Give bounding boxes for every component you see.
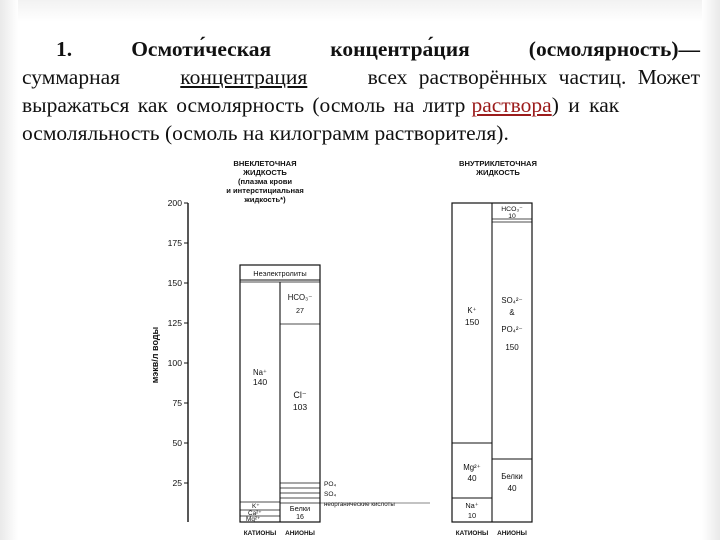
term-osmotic: Осмоти́ческая	[131, 37, 272, 61]
right-shade	[702, 0, 720, 540]
left-shade	[0, 0, 18, 540]
extra-hco3-value: 27	[296, 306, 304, 315]
left-title-line-3: (плазма крови	[237, 177, 293, 186]
line2-rest: всех растворённых частиц. Может	[367, 65, 700, 89]
intra-hco3-label: HCO₃⁻	[501, 206, 523, 213]
definition-paragraph	[22, 35, 700, 147]
line3-start: выражаться как осмолярность (осмоль на литр	[22, 93, 466, 117]
top-shade	[0, 0, 720, 22]
intra-cations-label: КАТИОНЫ	[455, 530, 489, 537]
term-osmolarity: (осмолярность)—	[528, 37, 700, 61]
extracellular-columns	[240, 265, 320, 522]
intra-hco3-value: 10	[508, 213, 516, 220]
left-title-line-1: ВНЕКЛЕТОЧНАЯ	[233, 159, 297, 168]
intra-mg-value: 40	[467, 474, 477, 483]
intracellular-labels	[456, 206, 527, 537]
y-tick-50: 50	[172, 438, 182, 448]
term-concentration: концентра́ция	[330, 37, 470, 61]
intra-k-label: K⁺	[467, 306, 477, 315]
osmolarity-diagram	[140, 150, 560, 540]
extra-proteins-label: Белки	[289, 504, 311, 513]
extra-acids-label: неорганические кислоты	[324, 501, 395, 508]
y-tick-75: 75	[172, 398, 182, 408]
paragraph-line-2	[22, 63, 700, 91]
intra-proteins-label: Белки	[501, 472, 523, 481]
extra-anions-label: АНИОНЫ	[285, 530, 315, 537]
item-number: 1.	[56, 37, 73, 61]
right-title-line-1: ВНУТРИКЛЕТОЧНАЯ	[459, 159, 537, 168]
nonelectrolytes-label: Неэлектролиты	[253, 269, 307, 278]
intra-amp: &	[509, 308, 515, 317]
extra-na-label: Na⁺	[252, 368, 268, 377]
intra-na-label: Na⁺	[465, 501, 479, 510]
intra-k-value: 150	[464, 317, 480, 327]
extra-cations-label: КАТИОНЫ	[243, 530, 277, 537]
y-tick-125: 125	[167, 318, 182, 328]
y-tick-200: 200	[167, 198, 182, 208]
intra-so4po4-value: 150	[505, 343, 519, 352]
extra-po4-label: PO₄	[324, 481, 337, 488]
extra-cl-value: 103	[292, 402, 308, 412]
concentration-link[interactable]: концентрация	[180, 65, 308, 89]
intra-anions-label: АНИОНЫ	[497, 530, 527, 537]
intra-so4-label: SO₄²⁻	[501, 296, 523, 305]
paragraph-line-1	[22, 35, 700, 63]
intra-po4-label: PO₄²⁻	[501, 325, 523, 334]
y-tick-100: 100	[167, 358, 182, 368]
y-axis	[150, 198, 188, 522]
y-tick-150: 150	[167, 278, 182, 288]
left-title-line-5: жидкость*)	[244, 195, 286, 204]
extra-na-value: 140	[252, 377, 268, 387]
y-tick-175: 175	[167, 238, 182, 248]
extra-ca-label: Ca²⁺	[248, 510, 262, 517]
line3-end: ) и как	[551, 93, 620, 117]
y-axis-label: мэкв/л воды	[150, 326, 160, 384]
extra-proteins-value: 16	[296, 514, 304, 521]
left-title-line-2: ЖИДКОСТЬ	[243, 168, 287, 177]
extra-hco3-label: HCO₃⁻	[287, 293, 313, 302]
right-title-line-2: ЖИДКОСТЬ	[476, 168, 520, 177]
extra-k-label: K⁺	[252, 503, 260, 510]
extra-mg-label: Mg²⁺	[246, 516, 261, 523]
left-title-line-4: и интерстициальная	[226, 186, 304, 195]
intra-na-value: 10	[467, 511, 477, 520]
extra-cl-label: Cl⁻	[293, 390, 307, 400]
word-summary: суммарная	[22, 65, 121, 89]
extra-so4-label: SO₄	[324, 491, 337, 498]
y-tick-25: 25	[172, 478, 182, 488]
intra-mg-label: Mg²⁺	[463, 463, 481, 472]
solution-link[interactable]: раствора	[471, 93, 552, 117]
intra-proteins-value: 40	[507, 484, 517, 493]
paragraph-line-3	[22, 91, 700, 119]
paragraph-line-4: осмоляльность (осмоль на килограмм растворителя).	[22, 121, 509, 145]
